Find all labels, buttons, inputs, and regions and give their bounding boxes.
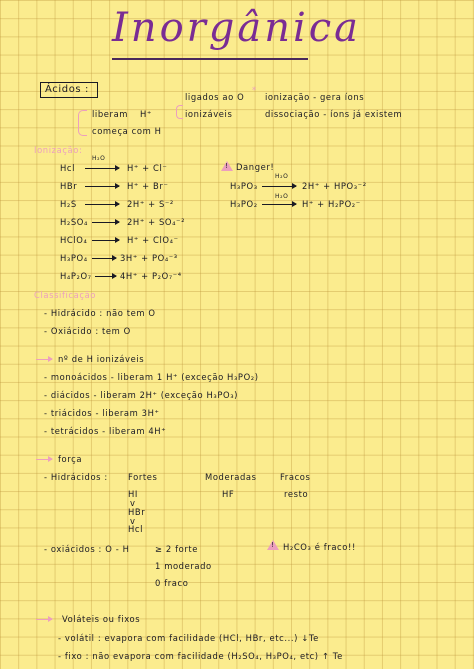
acidos-heading: Ácidos : [45,84,89,95]
classificacao-heading: Classificação [34,290,97,300]
bracket-pink [78,110,87,136]
ion-right-6: 4H⁺ + P₂O₇⁻⁴ [120,271,182,281]
pink-arrow [36,459,52,460]
dissociacao-def: dissociação - íons já existem [265,109,403,119]
danger-label: Danger! [236,162,275,172]
fraco-line: 0 fraco [155,578,189,588]
hf-label: HF [222,489,235,499]
reaction-arrow [85,186,119,187]
ion-left-0: Hcl [60,163,76,173]
moderados-label: Moderadas [205,472,257,482]
reaction-arrow [92,240,119,241]
oxiacidos-label: - oxiácidos : O - H [44,544,130,554]
ion-right-5: 3H⁺ + PO₄⁻³ [120,253,178,263]
page-title: Inorgânica [112,5,362,51]
ion-right-3: 2H⁺ + SO₄⁻² [127,217,186,227]
ion-left-3: H₂SO₄ [60,217,88,227]
pink-arrow [36,359,52,360]
liberam-label: liberam [92,109,129,119]
classificacao-item-0: - Hidrácido : não tem O [44,308,156,318]
danger-left-0: H₃PO₃ [230,181,258,191]
ionizaveis-label: ionizáveis [185,109,233,119]
resto-label: resto [284,489,309,499]
hbr-label: HBr [128,507,146,517]
ion-right-0: H⁺ + Cl⁻ [127,163,168,173]
classificacao-item-1: - Oxiácido : tem O [44,326,131,336]
h2o-label-2: H₂O [275,173,289,180]
ion-right-1: H⁺ + Br⁻ [127,181,169,191]
reaction-arrow [262,204,296,205]
h-plus-label: H⁺ [140,109,152,119]
ion-right-4: H⁺ + ClO₄⁻ [127,235,179,245]
bracket-pink-2 [176,105,183,119]
reaction-arrow [92,258,116,259]
forca-heading: força [58,454,83,464]
danger-left-1: H₃PO₂ [230,199,258,209]
ion-right-2: 2H⁺ + S⁻² [127,199,174,209]
ion-left-4: HClO₄ [60,235,88,245]
n-h-heading: nº de H ionizáveis [58,354,145,364]
pink-arrow [36,619,52,620]
star-mark: * [252,85,257,95]
h2o-label: H₂O [92,155,106,162]
h2o-label-3: H₂O [275,193,289,200]
warning-icon [267,540,279,550]
reaction-arrow [85,204,119,205]
fracos-label: Fracos [280,472,311,482]
ion-left-1: HBr [60,181,78,191]
gt-mark: v [130,516,136,526]
ion-left-6: H₄P₂O₇ [60,271,92,281]
warning-icon [221,161,233,171]
title-underline [112,58,308,60]
hi-label: HI [128,489,138,499]
reaction-arrow [262,186,296,187]
n-h-item-2: - triácidos - liberam 3H⁺ [44,408,160,418]
volateis-item-1: - fixo : não evapora com facilidade (H₂SO₄, H₃PO₄, etc) ↑ Te [58,651,343,661]
hidracidos-label: - Hidrácidos : [44,472,108,482]
forte-line: ≥ 2 forte [155,544,199,554]
hcl-label: Hcl [128,524,144,534]
danger-right-0: 2H⁺ + HPO₃⁻² [302,181,367,191]
moderado-line: 1 moderado [155,561,212,571]
ion-left-5: H₃PO₄ [60,253,88,263]
ion-left-2: H₂S [60,199,77,209]
ligados-label: ligados ao O [185,92,245,102]
danger-right-1: H⁺ + H₂PO₂⁻ [302,199,361,209]
n-h-item-0: - monoácidos - liberam 1 H⁺ (exceção H₃PO₂) [44,372,259,382]
n-h-item-3: - tetrácidos - liberam 4H⁺ [44,426,167,436]
reaction-arrow [95,276,116,277]
fortes-label: Fortes [128,472,158,482]
h2co3-note: H₂CO₃ é fraco!! [283,542,356,552]
gt-mark: v [130,498,136,508]
reaction-arrow [92,222,119,223]
comeca-label: começa com H [92,126,162,136]
volateis-item-0: - volátil : evapora com facilidade (HCl, HBr, etc...) ↓Te [58,633,319,643]
n-h-item-1: - diácidos - liberam 2H⁺ (exceção H₃PO₃) [44,390,239,400]
ionizacao-def: ionização - gera íons [265,92,365,102]
ionizacao-heading: Ionização: [34,145,83,155]
volateis-heading: Voláteis ou fixos [62,614,141,624]
reaction-arrow [85,168,119,169]
